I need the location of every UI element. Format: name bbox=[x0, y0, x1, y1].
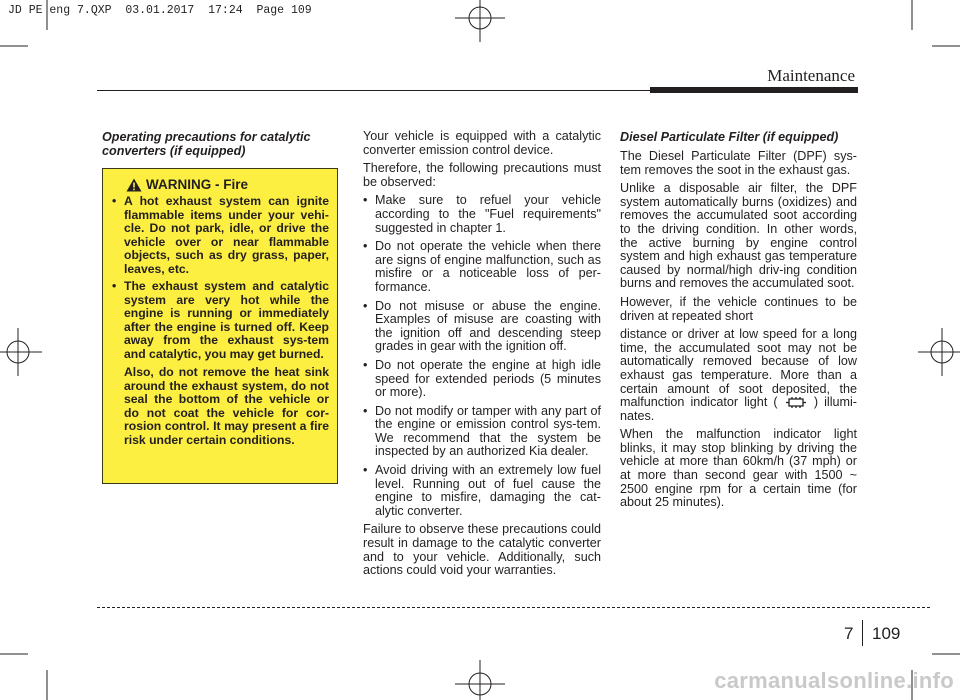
warning-box bbox=[102, 168, 338, 484]
warning-item: • A hot exhaust system can ignite flammable items under your vehi-cle. Do not park, idle, or drive the vehicle over or near flammable objects, such as dry grass, paper, leaves, etc. bbox=[112, 195, 329, 276]
warning-item: • The exhaust system and catalytic system are very hot while the engine is running or immediately after the engine is turned off. Keep away from the exhaust sys-tem and catalytic, you may get burned. bbox=[112, 280, 329, 361]
list-item: • Avoid driving with an extremely low fuel level. Running out of fuel cause the engine to misfire, damaging the cat-alytic converter. bbox=[363, 464, 601, 518]
list-item: • Do not misuse or abuse the engine. Examples of misuse are coasting with the ignition off and descending steep grades in gear with the ignition off. bbox=[363, 300, 601, 354]
chapter-number: 7 bbox=[844, 624, 854, 643]
warning-list bbox=[112, 195, 329, 361]
column-precautions-list bbox=[363, 130, 601, 583]
header-rule bbox=[97, 90, 650, 91]
warning-title bbox=[126, 177, 329, 192]
precautions-list bbox=[363, 194, 601, 518]
page-number: 109 bbox=[872, 624, 901, 643]
warning-extra: Also, do not remove the heat sink around the exhaust system, do not seal the bottom of the vehicle or do not coat the vehicle for cor-rosion control. It may present a fire risk under certain conditions. bbox=[124, 365, 329, 447]
dpf-section-title: Diesel Particulate Filter (if equipped) bbox=[620, 130, 839, 144]
header-bar bbox=[650, 87, 858, 93]
dpf-paragraph: When the malfunction indicator light blinks, it may stop blinking by driving the vehicle at more than 60km/h (37 mph) or at more than second gear with 1500 ~ 2500 engine rpm for a certain time (for about 25 minutes). bbox=[620, 427, 857, 510]
catalytic-section-title: Operating precautions for catalytic converters (if equipped) bbox=[102, 130, 311, 158]
list-item: • Do not operate the vehicle when there are signs of engine malfunction, such as misfire or a noticeable loss of per-formance. bbox=[363, 240, 601, 294]
watermark: carmanualsonline.info bbox=[714, 668, 954, 693]
dpf-text-before-icon: distance or driver at low speed for a long time, the accumulated soot may not be automatically removed because of low exhaust gas temperature. More than a certain amount of soot deposited, the malfunction indicator light ( bbox=[620, 327, 857, 410]
intro-paragraph: Your vehicle is equipped with a catalytic converter emission control device. bbox=[363, 129, 601, 157]
column-catalytic-precautions bbox=[102, 130, 338, 164]
dpf-paragraph-indicator bbox=[620, 328, 857, 423]
print-slug: JD PE eng 7.QXP 03.01.2017 17:24 Page 109 bbox=[8, 4, 312, 17]
dpf-paragraph: However, if the vehicle continues to be driven at repeated short bbox=[620, 294, 857, 323]
closing-paragraph: Failure to observe these precautions could result in damage to the catalytic converter and to your vehicle. Additionally, such actions could void your warranties. bbox=[363, 522, 601, 578]
dpf-paragraph: Unlike a disposable air filter, the DPF system automatically burns (oxidizes) and removes the accumulated soot according to the driving condition. In other words, the active burning by engine control system and high exhaust gas temperature caused by normal/high driv-ing condition burns and removes the accumulated soot. bbox=[620, 181, 857, 291]
column-dpf bbox=[620, 130, 857, 515]
list-item: • Make sure to refuel your vehicle according to the "Fuel requirements" suggested in chapter 1. bbox=[363, 194, 601, 235]
list-item: • Do not modify or tamper with any part of the engine or emission control sys-tem. We recommend that the system be inspected by an authorized Kia dealer. bbox=[363, 405, 601, 459]
warning-title-text: WARNING - Fire bbox=[146, 177, 249, 192]
dpf-text-after-icon: ) illumi-nates. bbox=[620, 395, 858, 423]
section-title: Maintenance bbox=[767, 66, 855, 85]
dpf-paragraph: The Diesel Particulate Filter (DPF) sys-tem removes the soot in the exhaust gas. bbox=[620, 149, 857, 177]
intro-paragraph: Therefore, the following precautions must be observed: bbox=[363, 161, 601, 189]
footer-dashed-rule bbox=[97, 607, 930, 608]
list-item: • Do not operate the engine at high idle speed for extended periods (5 minutes or more). bbox=[363, 359, 601, 400]
page-number-divider bbox=[862, 620, 863, 646]
warning-triangle-icon bbox=[126, 178, 142, 192]
glow-plug-indicator-icon bbox=[784, 396, 808, 409]
